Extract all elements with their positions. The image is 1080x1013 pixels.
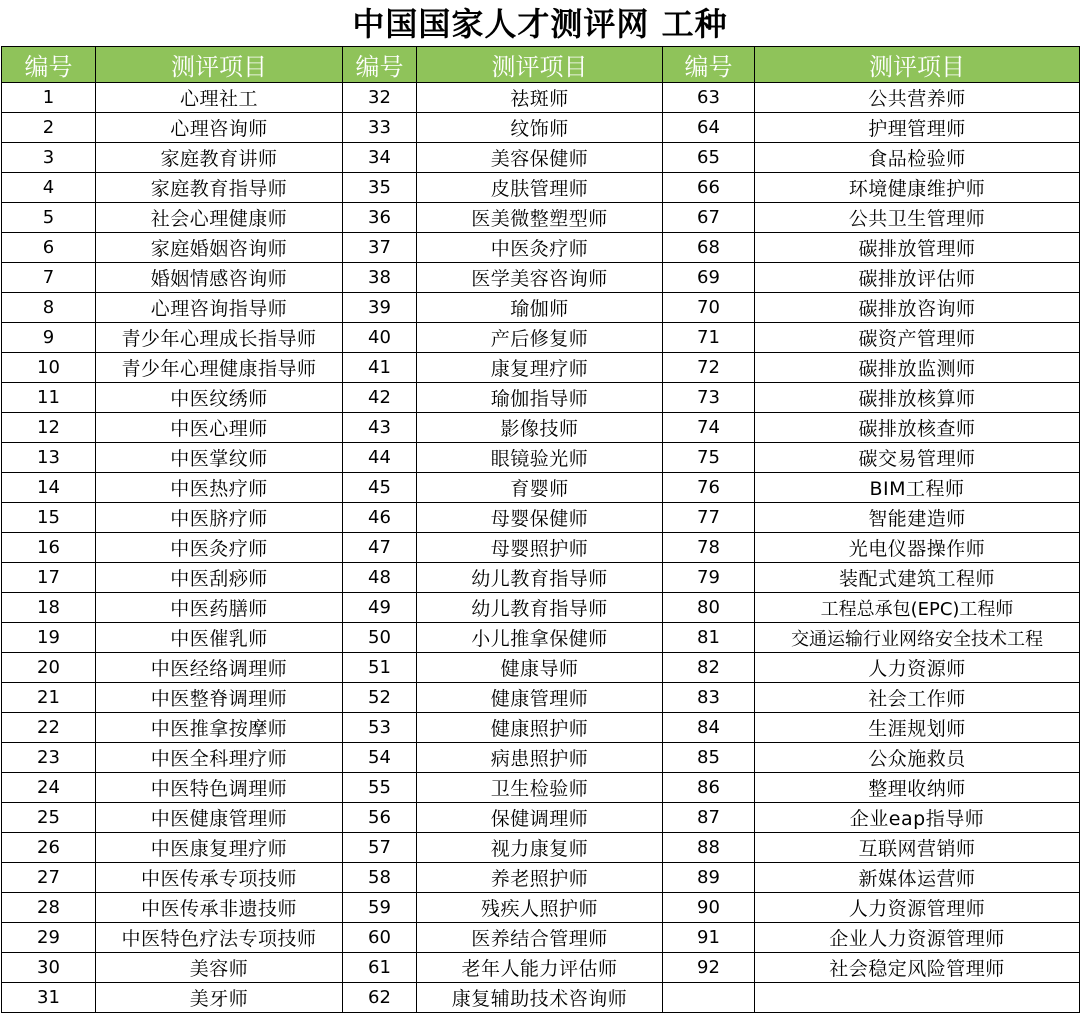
item-number: 56: [343, 803, 417, 833]
table-row: [2, 353, 1080, 383]
item-number: 36: [343, 203, 417, 233]
item-name: 碳排放咨询师: [755, 293, 1080, 323]
item-name: 瑜伽指导师: [417, 383, 663, 413]
table-row: [2, 773, 1080, 803]
item-name: 社会工作师: [755, 683, 1080, 713]
item-name: 社会稳定风险管理师: [755, 953, 1080, 983]
item-number: 59: [343, 893, 417, 923]
item-number: 32: [343, 83, 417, 113]
item-number: 47: [343, 533, 417, 563]
item-number: 35: [343, 173, 417, 203]
item-name: 人力资源师: [755, 653, 1080, 683]
item-name: 生涯规划师: [755, 713, 1080, 743]
item-number: 52: [343, 683, 417, 713]
item-number: 74: [663, 413, 755, 443]
item-name: 健康导师: [417, 653, 663, 683]
table-row: [2, 923, 1080, 953]
item-number: 58: [343, 863, 417, 893]
item-number: 54: [343, 743, 417, 773]
item-name: 养老照护师: [417, 863, 663, 893]
item-name: 中医热疗师: [96, 473, 343, 503]
item-name: 育婴师: [417, 473, 663, 503]
table-row: [2, 113, 1080, 143]
item-name: [755, 983, 1080, 1013]
item-number: 20: [2, 653, 96, 683]
table-row: [2, 413, 1080, 443]
item-name: 碳排放评估师: [755, 263, 1080, 293]
item-number: 9: [2, 323, 96, 353]
item-name: 交通运输行业网络安全技术工程: [755, 623, 1080, 653]
item-number: 78: [663, 533, 755, 563]
item-name: 公众施救员: [755, 743, 1080, 773]
item-name: 碳排放管理师: [755, 233, 1080, 263]
item-name: 视力康复师: [417, 833, 663, 863]
table-row: [2, 803, 1080, 833]
item-number: 16: [2, 533, 96, 563]
item-number: 24: [2, 773, 96, 803]
item-number: 92: [663, 953, 755, 983]
item-name: 碳交易管理师: [755, 443, 1080, 473]
item-name: 中医传承非遗技师: [96, 893, 343, 923]
item-number: 7: [2, 263, 96, 293]
item-number: 82: [663, 653, 755, 683]
item-number: 68: [663, 233, 755, 263]
table-row: [2, 953, 1080, 983]
item-name: 环境健康维护师: [755, 173, 1080, 203]
item-name: 幼儿教育指导师: [417, 593, 663, 623]
item-number: 84: [663, 713, 755, 743]
item-name: 中医心理师: [96, 413, 343, 443]
item-number: 11: [2, 383, 96, 413]
item-name: 美容师: [96, 953, 343, 983]
job-table: [1, 46, 1080, 1013]
item-name: 医养结合管理师: [417, 923, 663, 953]
item-name: 整理收纳师: [755, 773, 1080, 803]
item-number: 30: [2, 953, 96, 983]
header-item: 测评项目: [417, 47, 663, 83]
item-name: 老年人能力评估师: [417, 953, 663, 983]
item-number: 77: [663, 503, 755, 533]
item-number: 51: [343, 653, 417, 683]
item-name: 护理管理师: [755, 113, 1080, 143]
header-item: 测评项目: [96, 47, 343, 83]
item-number: 28: [2, 893, 96, 923]
item-number: 40: [343, 323, 417, 353]
item-number: 80: [663, 593, 755, 623]
item-number: 79: [663, 563, 755, 593]
item-number: 60: [343, 923, 417, 953]
item-number: [663, 983, 755, 1013]
table-row: [2, 563, 1080, 593]
item-number: 86: [663, 773, 755, 803]
table-row: [2, 83, 1080, 113]
item-number: 33: [343, 113, 417, 143]
item-number: 10: [2, 353, 96, 383]
item-name: 人力资源管理师: [755, 893, 1080, 923]
table-row: [2, 533, 1080, 563]
item-name: 婚姻情感咨询师: [96, 263, 343, 293]
table-row: [2, 473, 1080, 503]
item-number: 53: [343, 713, 417, 743]
item-name: 病患照护师: [417, 743, 663, 773]
item-number: 29: [2, 923, 96, 953]
item-name: 中医推拿按摩师: [96, 713, 343, 743]
item-name: 瑜伽师: [417, 293, 663, 323]
table-row: [2, 173, 1080, 203]
item-name: 康复辅助技术咨询师: [417, 983, 663, 1013]
item-name: BIM工程师: [755, 473, 1080, 503]
item-number: 37: [343, 233, 417, 263]
item-name: 中医经络调理师: [96, 653, 343, 683]
item-name: 中医脐疗师: [96, 503, 343, 533]
item-number: 12: [2, 413, 96, 443]
item-number: 23: [2, 743, 96, 773]
item-number: 87: [663, 803, 755, 833]
item-number: 91: [663, 923, 755, 953]
item-number: 21: [2, 683, 96, 713]
table-row: [2, 593, 1080, 623]
item-name: 健康照护师: [417, 713, 663, 743]
table-row: [2, 653, 1080, 683]
item-name: 公共卫生管理师: [755, 203, 1080, 233]
item-number: 81: [663, 623, 755, 653]
item-name: 眼镜验光师: [417, 443, 663, 473]
item-name: 中医全科理疗师: [96, 743, 343, 773]
table-row: [2, 503, 1080, 533]
item-name: 心理咨询指导师: [96, 293, 343, 323]
item-number: 13: [2, 443, 96, 473]
item-name: 康复理疗师: [417, 353, 663, 383]
item-number: 31: [2, 983, 96, 1013]
table-row: [2, 263, 1080, 293]
page-title: 中国国家人才测评网 工种: [352, 5, 728, 43]
item-name: 碳排放监测师: [755, 353, 1080, 383]
item-number: 44: [343, 443, 417, 473]
item-number: 90: [663, 893, 755, 923]
item-number: 45: [343, 473, 417, 503]
item-number: 50: [343, 623, 417, 653]
table-body: [2, 83, 1080, 1013]
item-number: 27: [2, 863, 96, 893]
item-name: 产后修复师: [417, 323, 663, 353]
item-name: 残疾人照护师: [417, 893, 663, 923]
item-name: 中医催乳师: [96, 623, 343, 653]
item-number: 8: [2, 293, 96, 323]
item-name: 中医掌纹师: [96, 443, 343, 473]
item-name: 公共营养师: [755, 83, 1080, 113]
item-number: 71: [663, 323, 755, 353]
item-name: 美容保健师: [417, 143, 663, 173]
header-item: 测评项目: [755, 47, 1080, 83]
item-number: 48: [343, 563, 417, 593]
table-row: [2, 833, 1080, 863]
item-number: 65: [663, 143, 755, 173]
item-number: 63: [663, 83, 755, 113]
item-name: 中医传承专项技师: [96, 863, 343, 893]
item-name: 保健调理师: [417, 803, 663, 833]
header-row: [2, 47, 1080, 83]
item-name: 幼儿教育指导师: [417, 563, 663, 593]
item-number: 66: [663, 173, 755, 203]
item-number: 41: [343, 353, 417, 383]
item-number: 61: [343, 953, 417, 983]
item-name: 家庭教育指导师: [96, 173, 343, 203]
table-row: [2, 203, 1080, 233]
table-row: [2, 683, 1080, 713]
table-row: [2, 743, 1080, 773]
item-name: 中医药膳师: [96, 593, 343, 623]
item-name: 皮肤管理师: [417, 173, 663, 203]
table-row: [2, 383, 1080, 413]
item-number: 3: [2, 143, 96, 173]
item-number: 62: [343, 983, 417, 1013]
item-name: 纹饰师: [417, 113, 663, 143]
table-row: [2, 233, 1080, 263]
item-name: 中医特色疗法专项技师: [96, 923, 343, 953]
item-name: 中医特色调理师: [96, 773, 343, 803]
item-name: 母婴照护师: [417, 533, 663, 563]
item-number: 22: [2, 713, 96, 743]
item-name: 祛斑师: [417, 83, 663, 113]
item-number: 18: [2, 593, 96, 623]
item-number: 15: [2, 503, 96, 533]
table-row: [2, 443, 1080, 473]
item-number: 75: [663, 443, 755, 473]
item-name: 工程总承包(EPC)工程师: [755, 593, 1080, 623]
item-name: 互联网营销师: [755, 833, 1080, 863]
item-number: 69: [663, 263, 755, 293]
item-number: 26: [2, 833, 96, 863]
item-name: 社会心理健康师: [96, 203, 343, 233]
item-name: 中医灸疗师: [96, 533, 343, 563]
item-number: 89: [663, 863, 755, 893]
item-number: 4: [2, 173, 96, 203]
item-number: 64: [663, 113, 755, 143]
item-number: 1: [2, 83, 96, 113]
item-name: 光电仪器操作师: [755, 533, 1080, 563]
item-name: 食品检验师: [755, 143, 1080, 173]
item-number: 6: [2, 233, 96, 263]
item-name: 中医纹绣师: [96, 383, 343, 413]
item-name: 美牙师: [96, 983, 343, 1013]
item-number: 25: [2, 803, 96, 833]
item-name: 新媒体运营师: [755, 863, 1080, 893]
item-number: 34: [343, 143, 417, 173]
item-name: 家庭婚姻咨询师: [96, 233, 343, 263]
item-number: 72: [663, 353, 755, 383]
item-name: 小儿推拿保健师: [417, 623, 663, 653]
table-row: [2, 893, 1080, 923]
item-name: 中医灸疗师: [417, 233, 663, 263]
item-number: 43: [343, 413, 417, 443]
item-number: 17: [2, 563, 96, 593]
item-name: 青少年心理健康指导师: [96, 353, 343, 383]
item-number: 73: [663, 383, 755, 413]
item-number: 55: [343, 773, 417, 803]
item-number: 2: [2, 113, 96, 143]
item-name: 碳排放核算师: [755, 383, 1080, 413]
item-number: 19: [2, 623, 96, 653]
item-number: 42: [343, 383, 417, 413]
item-number: 39: [343, 293, 417, 323]
item-name: 母婴保健师: [417, 503, 663, 533]
item-name: 医学美容咨询师: [417, 263, 663, 293]
item-name: 家庭教育讲师: [96, 143, 343, 173]
item-name: 中医健康管理师: [96, 803, 343, 833]
item-name: 智能建造师: [755, 503, 1080, 533]
item-number: 5: [2, 203, 96, 233]
header-num: 编号: [663, 47, 755, 83]
item-number: 46: [343, 503, 417, 533]
item-number: 14: [2, 473, 96, 503]
item-number: 70: [663, 293, 755, 323]
header-num: 编号: [343, 47, 417, 83]
item-name: 健康管理师: [417, 683, 663, 713]
item-name: 企业eap指导师: [755, 803, 1080, 833]
item-name: 青少年心理成长指导师: [96, 323, 343, 353]
table-row: [2, 623, 1080, 653]
item-name: 医美微整塑型师: [417, 203, 663, 233]
item-name: 影像技师: [417, 413, 663, 443]
item-name: 中医刮痧师: [96, 563, 343, 593]
item-name: 碳排放核查师: [755, 413, 1080, 443]
item-name: 中医整脊调理师: [96, 683, 343, 713]
item-number: 85: [663, 743, 755, 773]
item-number: 88: [663, 833, 755, 863]
item-number: 67: [663, 203, 755, 233]
table-row: [2, 323, 1080, 353]
table-row: [2, 983, 1080, 1013]
item-number: 49: [343, 593, 417, 623]
table-row: [2, 713, 1080, 743]
table-row: [2, 143, 1080, 173]
header-num: 编号: [2, 47, 96, 83]
item-number: 38: [343, 263, 417, 293]
item-name: 卫生检验师: [417, 773, 663, 803]
item-name: 心理咨询师: [96, 113, 343, 143]
item-name: 碳资产管理师: [755, 323, 1080, 353]
table-row: [2, 863, 1080, 893]
item-number: 57: [343, 833, 417, 863]
item-name: 装配式建筑工程师: [755, 563, 1080, 593]
table-row: [2, 293, 1080, 323]
item-name: 心理社工: [96, 83, 343, 113]
item-number: 83: [663, 683, 755, 713]
item-name: 企业人力资源管理师: [755, 923, 1080, 953]
item-number: 76: [663, 473, 755, 503]
item-name: 中医康复理疗师: [96, 833, 343, 863]
